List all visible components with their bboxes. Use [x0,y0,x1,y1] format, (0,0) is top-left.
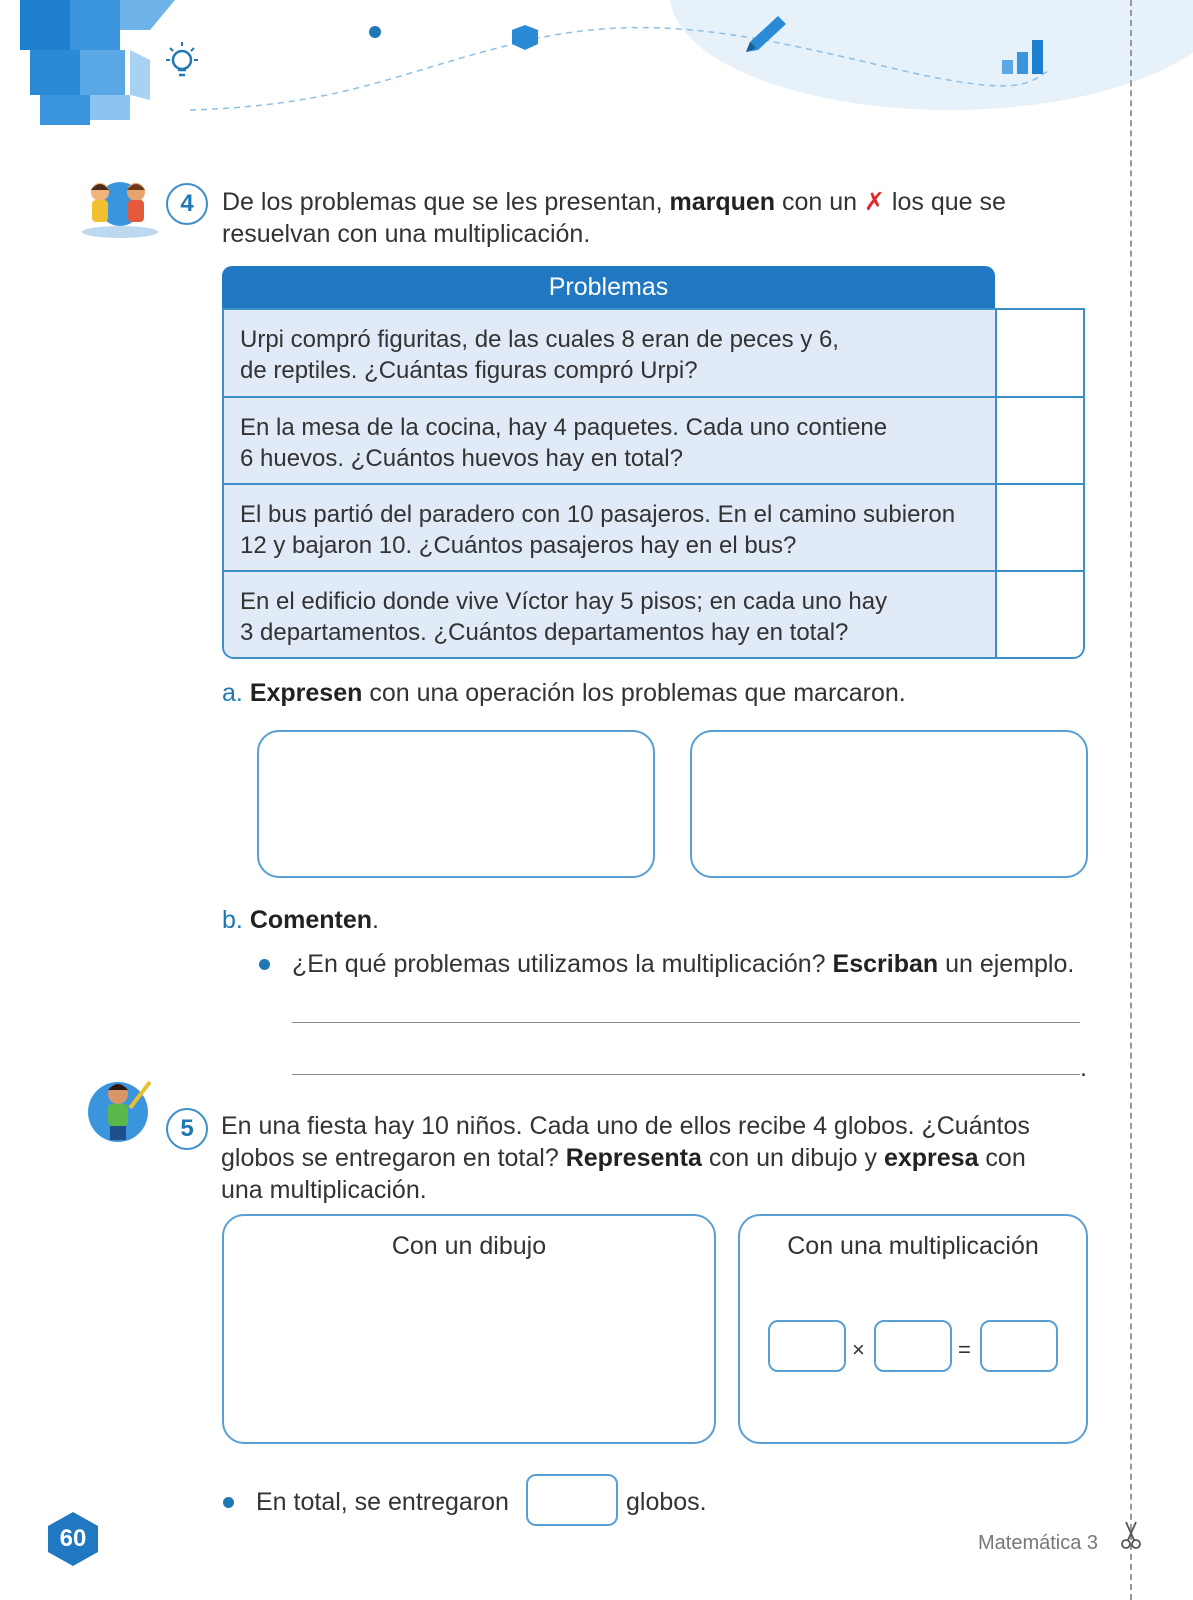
total-text-post: globos. [626,1488,707,1516]
table-row [224,483,1083,570]
dashed-path-decoration [150,10,1050,120]
mark-cell-3[interactable] [997,485,1083,570]
total-text-pre: En total, se entregaron [256,1488,509,1516]
part-b-question: ¿En qué problemas utilizamos la multiplicación? Escriban un ejemplo. [292,950,1075,978]
exercise-4-instruction: De los problemas que se les presentan, marquen con un ✗ los que se resuelvan con una multiplicación. [222,188,1006,248]
bullet [259,959,270,970]
table-row [224,396,1083,483]
equals-sign: = [958,1337,971,1362]
answer-line-1[interactable] [292,1022,1080,1023]
times-sign: × [852,1337,865,1362]
factor-1-input[interactable] [768,1320,846,1372]
table-row [224,570,1083,657]
answer-line-2[interactable] [292,1074,1080,1075]
pencil-icon [740,12,790,57]
exercise-4-number: 4 [166,183,208,225]
total-globos-input[interactable] [526,1474,618,1526]
problem-text: El bus partió del paradero con 10 pasajeros. En el camino subieron 12 y bajaron 10. ¿Cuántos pasajeros hay en el bus? [224,485,997,570]
part-b-instruction: b. Comenten. [222,906,379,934]
mark-cell-4[interactable] [997,572,1083,657]
answer-box-1[interactable] [257,730,655,878]
mark-cell-1[interactable] [997,310,1083,396]
cut-line [1130,0,1132,1600]
table-row [224,310,1083,396]
part-a-instruction: a. Expresen con una operación los problemas que marcaron. [222,679,906,707]
kid-drawing-icon [86,1072,158,1146]
bar-chart-icon [1000,38,1050,76]
multiplication-box-title: Con una multiplicación [787,1232,1039,1260]
drawing-box[interactable] [222,1214,716,1444]
kids-reading-icon [78,176,160,240]
problem-text: En el edificio donde vive Víctor hay 5 pisos; en cada uno hay 3 departamentos. ¿Cuántos departamentos hay en total? [224,572,997,657]
mark-cell-2[interactable] [997,398,1083,483]
scissors-icon [1118,1520,1144,1550]
bullet [223,1497,234,1508]
book-title: Matemática 3 [978,1532,1099,1554]
x-mark-icon: ✗ [864,188,885,216]
line-end-period: . [1080,1054,1087,1082]
factor-2-input[interactable] [874,1320,952,1372]
exercise-5-number: 5 [166,1108,208,1150]
table-header: Problemas [222,266,995,308]
exercise-5-instruction: En una fiesta hay 10 niños. Cada uno de ellos recibe 4 globos. ¿Cuántos globos se entregaron en total? Representa con un dibujo y expresa con una multiplicación. [221,1112,1030,1204]
page-number: 60 [59,1525,87,1552]
product-input[interactable] [980,1320,1058,1372]
problem-text: En la mesa de la cocina, hay 4 paquetes. Cada uno contiene 6 huevos. ¿Cuántos huevos hay en total? [224,398,997,483]
problem-text: Urpi compró figuritas, de las cuales 8 eran de peces y 6, de reptiles. ¿Cuántas figuras compró Urpi? [224,310,997,396]
drawing-box-title: Con un dibujo [391,1232,547,1260]
answer-box-2[interactable] [690,730,1088,878]
